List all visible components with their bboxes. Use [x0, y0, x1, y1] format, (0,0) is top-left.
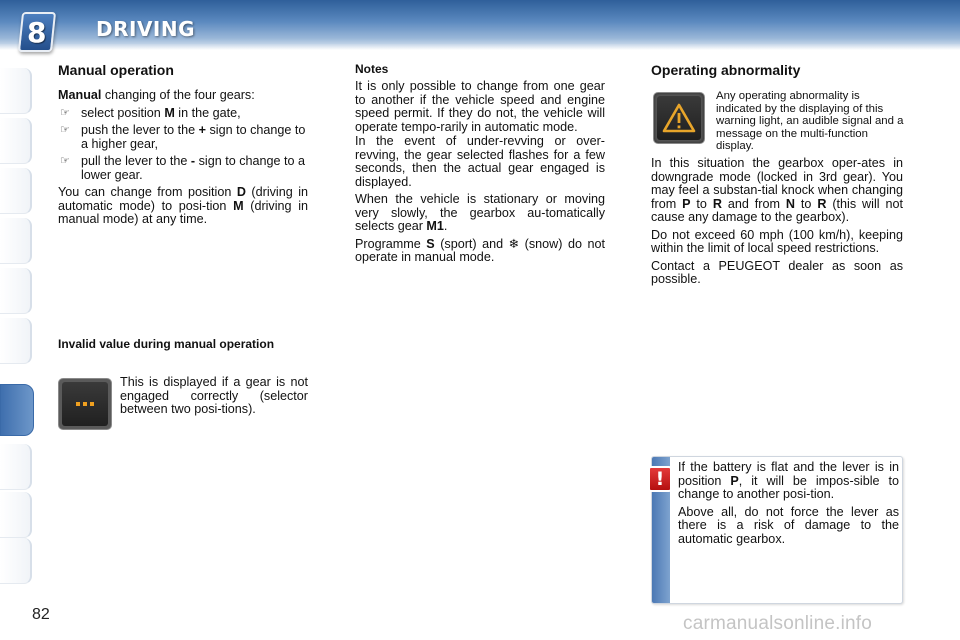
thumb-tab[interactable]	[0, 118, 32, 164]
watermark: carmanualsonline.info	[683, 613, 873, 634]
thumb-tab[interactable]	[0, 218, 32, 264]
pointing-hand-icon: ☞	[60, 155, 70, 167]
body-paragraph: In the event of under-revving or over-revving, the gear selected flashes for a few seconds, then the actual gear engaged is displayed.	[355, 134, 605, 189]
manual-operation-section	[58, 62, 308, 227]
operating-abnormality-heading-wrap	[651, 62, 903, 78]
thumb-tab[interactable]	[0, 168, 32, 214]
chapter-number: 8	[27, 15, 47, 49]
thumb-tab[interactable]	[0, 318, 32, 364]
body-paragraph: You can change from position D (driving in automatic mode) to posi-tion M (driving in manual mode) at any time.	[58, 185, 309, 226]
body-paragraph: It is only possible to change from one gear to another if the vehicle speed and engine speed permit. If they do not, the vehicle will operate tempo-rarily in automatic mode.	[355, 79, 605, 134]
body-paragraph: When the vehicle is stationary or moving very slowly, the gearbox au-tomatically selects gear M1.	[355, 192, 605, 233]
snowflake-icon: ❄	[508, 236, 520, 251]
pointing-hand-icon: ☞	[60, 124, 70, 136]
body-paragraph: Contact a PEUGEOT dealer as soon as possible.	[651, 258, 903, 286]
thumb-tab[interactable]	[0, 538, 32, 584]
section-heading: Notes	[355, 62, 389, 76]
thumb-tab[interactable]	[0, 492, 32, 538]
gear-fault-warning-lamp-icon	[58, 378, 112, 430]
invalid-value-text: This is displayed if a gear is not engaged correctly (selector between two posi-tions).	[120, 375, 308, 416]
thumb-tab-active[interactable]	[0, 384, 34, 436]
dash-lamp-symbol	[75, 399, 95, 409]
notes-section	[355, 63, 605, 265]
intro-paragraph: Manual changing of the four gears:	[58, 88, 255, 102]
warning-light-description: Any operating abnormality is indicated by the displaying of this warning light, an audible signal and a message on the multi-function display.	[716, 90, 904, 152]
list-item: ☞ push the lever to the + sign to change to a higher gear,	[60, 123, 306, 151]
thumb-tab[interactable]	[0, 268, 32, 314]
page-number: 82	[32, 606, 50, 623]
thumb-tab[interactable]	[0, 68, 32, 114]
pointing-hand-icon: ☞	[60, 106, 70, 119]
body-paragraph: Do not exceed 60 mph (100 km/h), keeping within the limit of local speed restrictions.	[651, 227, 903, 255]
warning-triangle-icon	[662, 103, 696, 133]
section-heading: Invalid value during manual operation	[58, 337, 275, 351]
body-paragraph: If the battery is flat and the lever is in position P, it will be impos-sible to change to another posi-tion.	[678, 460, 899, 501]
chapter-number-badge	[18, 12, 56, 52]
operating-abnormality-body	[651, 157, 903, 287]
body-paragraph: Programme S (sport) and ❄ (snow) do not operate in manual mode.	[355, 236, 605, 264]
caution-note-text	[678, 461, 899, 546]
section-heading: Manual operation	[58, 62, 174, 78]
list-item: ☞ pull the lever to the - sign to change to a lower gear.	[60, 154, 306, 182]
header-divider	[0, 44, 960, 50]
section-heading: Operating abnormality	[651, 62, 801, 78]
body-paragraph: Above all, do not force the lever as there is a risk of damage to the automatic gearbox.	[678, 504, 899, 546]
list-item: ☞ select position M in the gate,	[60, 105, 241, 120]
invalid-value-section	[58, 338, 298, 351]
chapter-thumb-tabs	[0, 60, 34, 580]
chapter-title: DRIVING	[96, 17, 196, 41]
exclamation-icon: !	[648, 466, 672, 492]
body-paragraph: In this situation the gearbox oper-ates in downgrade mode (locked in 3rd gear). You may feel a substan-tial knock when changing from P to R and from N to R (this will not cause any damage to the gearbox).	[651, 156, 903, 224]
thumb-tab[interactable]	[0, 444, 32, 490]
warning-light-icon	[653, 92, 705, 144]
